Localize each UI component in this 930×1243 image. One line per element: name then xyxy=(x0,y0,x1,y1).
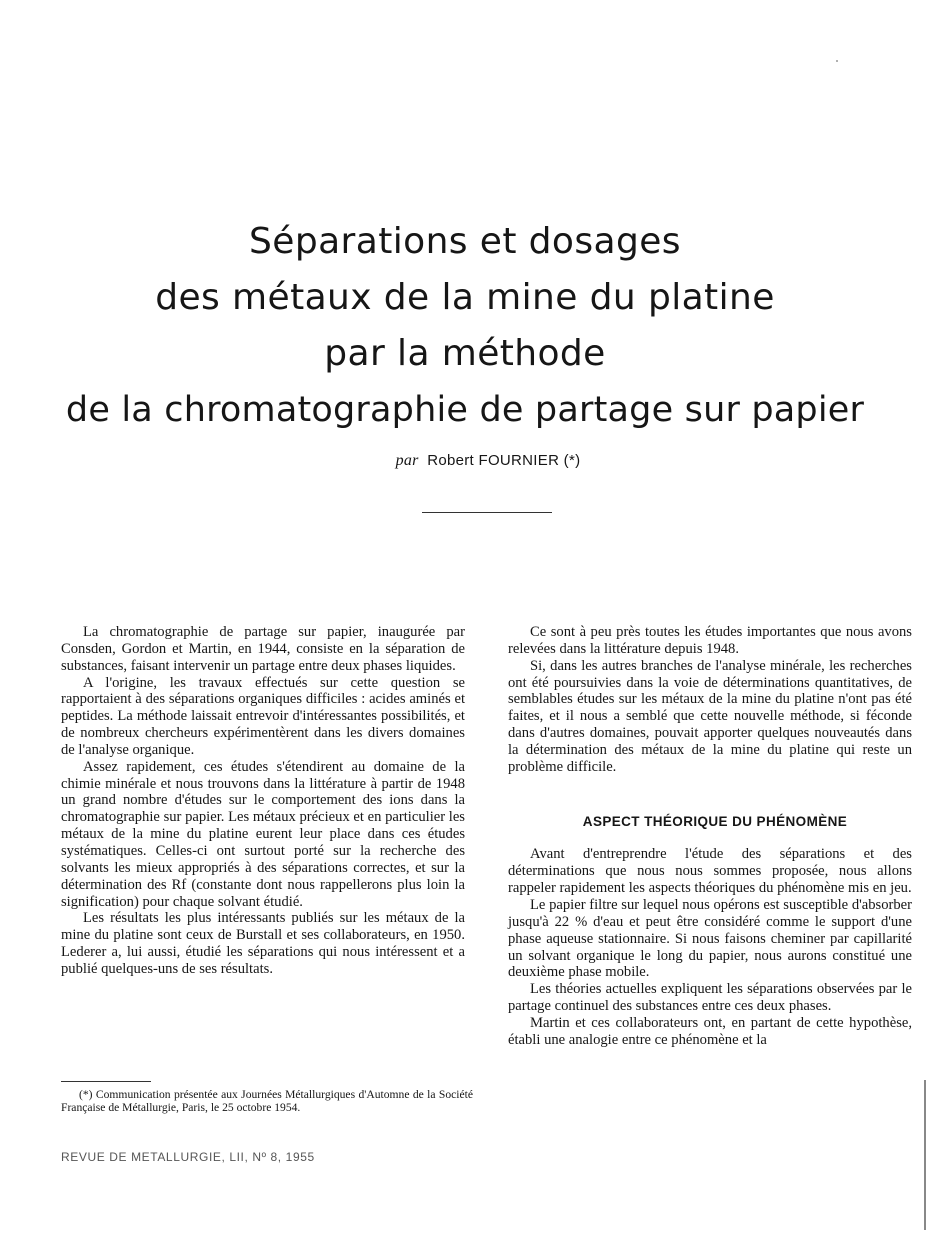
title-line-3: par la méthode xyxy=(324,333,606,374)
paragraph: Ce sont à peu près toutes les études importantes que nous avons relevées dans la littérature depuis 1948. xyxy=(508,624,912,657)
title-line-2: des métaux de la mine du platine xyxy=(155,277,775,318)
article-title xyxy=(0,214,930,438)
title-line-4: de la chromatographie de partage sur papier xyxy=(65,390,865,430)
paragraph: Assez rapidement, ces études s'étendirent au domaine de la chimie minérale et nous trouvons dans la littérature à partir de 1948 un grand nombre d'études sur le comportement des ions dans la chromatographie sur papier. Les métaux précieux et en particulier les métaux de la mine du platine eurent leur place dans ces études systématiques. Celles-ci ont surtout porté sur la recherche des solvants les mieux appropriés à des séparations correctes, et sur la détermination des Rf (constante dont nous rappellerons plus loin la signification) pour chaque solvant étudié. xyxy=(61,758,465,910)
title-line-1: Séparations et dosages xyxy=(249,221,681,262)
paragraph: Les résultats les plus intéressants publiés sur les métaux de la mine du platine sont ceux de Burstall et ses collaborateurs, en 1950. Lederer a, lui aussi, étudié les séparations qui nous intéressent et a publié quelques-uns de ses résultats. xyxy=(61,910,465,977)
scan-edge-mark xyxy=(924,1080,926,1230)
right-column xyxy=(508,624,912,1049)
paragraph: Les théories actuelles expliquent les séparations observées par le partage continuel des substances entre ces deux phases. xyxy=(508,981,912,1015)
section-heading: ASPECT THÉORIQUE DU PHÉNOMÈNE xyxy=(582,813,848,829)
title-divider xyxy=(422,512,552,513)
journal-footer: REVUE DE METALLURGIE, LII, Nº 8, 1955 xyxy=(61,1150,315,1164)
footnote-divider xyxy=(61,1081,151,1082)
paragraph: A l'origine, les travaux effectués sur cette question se rapportaient à des séparations organiques difficiles : acides aminés et peptides. La méthode laissait entrevoir d'intéressantes possibilités, et de nombreux chercheurs expérimentèrent dans les divers domaines de l'analyse organique. xyxy=(61,674,465,758)
scan-speck xyxy=(836,60,838,62)
left-column xyxy=(61,624,465,978)
author-byline xyxy=(0,452,930,470)
paragraph: La chromatographie de partage sur papier, inaugurée par Consden, Gordon et Martin, en 1944, consiste en la séparation de substances, faisant intervenir un partage entre deux phases liquides. xyxy=(61,624,465,674)
paragraph: Avant d'entreprendre l'étude des séparations et des déterminations que nous nous sommes proposée, nous allons rappeler rapidement les aspects théoriques du phénomène mis en jeu. xyxy=(508,846,912,897)
paragraph: Si, dans les autres branches de l'analyse minérale, les recherches ont été poursuivies dans la voie de déterminations quantitatives, de semblables études sur les métaux de la mine du platine n'ont pas été faites, et il nous a semblé que cette nouvelle méthode, si féconde dans d'autres domaines, pouvait apporter quelques nouveautés dans la détermination des métaux de la mine du platine qui reste un problème difficile. xyxy=(508,657,912,775)
footnote: (*) Communication présentée aux Journées Métallurgiques d'Automne de la Société Française de Métallurgie, Paris, le 25 octobre 1954. xyxy=(61,1088,473,1114)
byline-prefix: par xyxy=(395,452,419,469)
paragraph: Le papier filtre sur lequel nous opérons est susceptible d'absorber jusqu'à 22 % d'eau et peut être considéré comme le support d'une phase aqueuse stationnaire. Si nous faisons cheminer par capillarité un solvant organique le long du papier, nous aurons constitué une deuxième phase mobile. xyxy=(508,896,912,981)
author-name: Robert FOURNIER (*) xyxy=(427,452,581,469)
paragraph: Martin et ces collaborateurs ont, en partant de cette hypothèse, établi une analogie entre ce phénomène et la xyxy=(508,1014,912,1048)
